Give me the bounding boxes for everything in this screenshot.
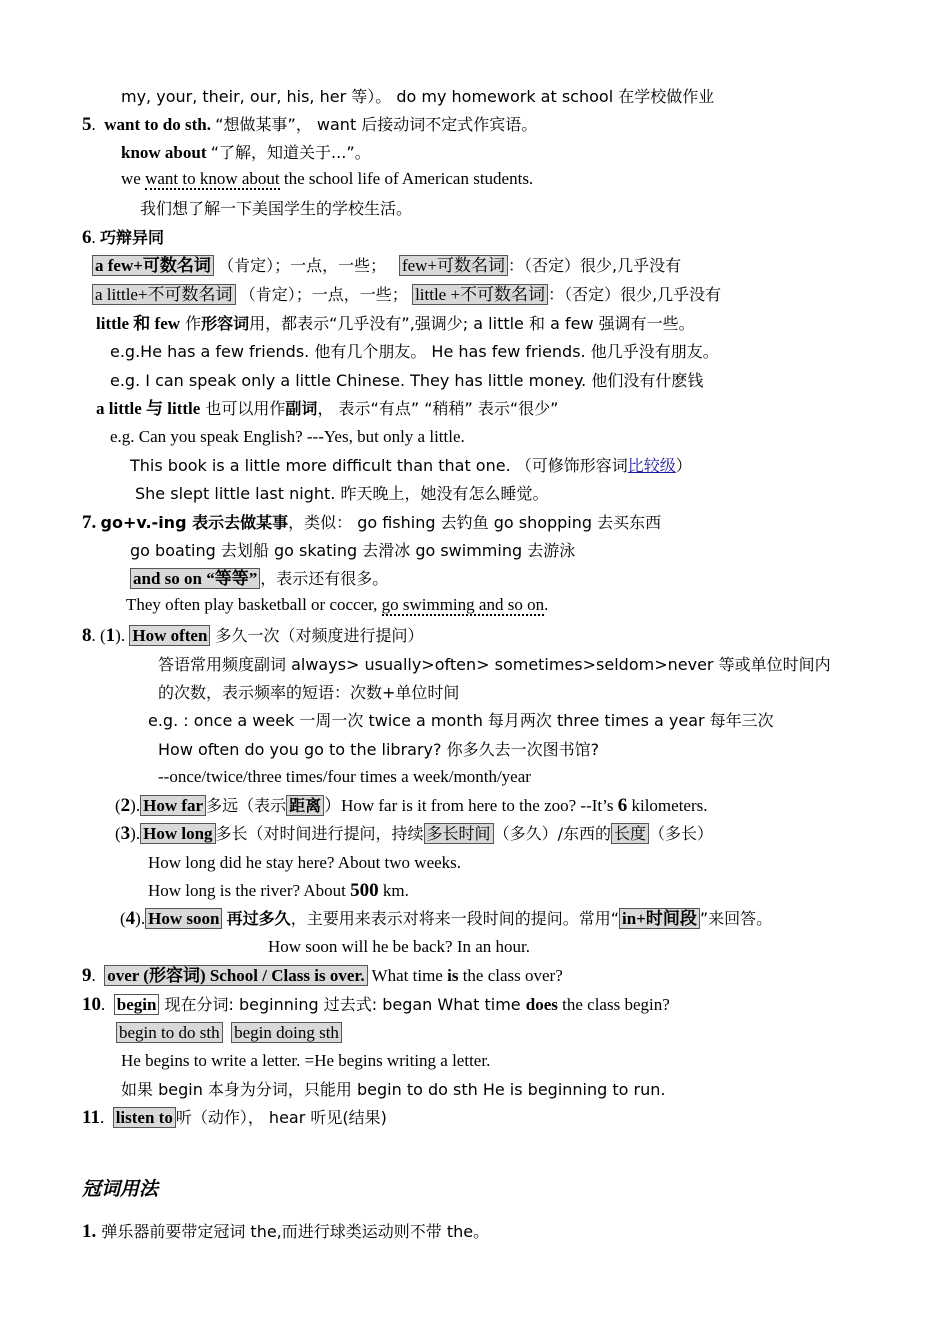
bold-phrase: 再过多久	[226, 909, 291, 928]
line-text: 用，都表示“几乎没有”,强调少; a little 和 a few 强调有一些。	[249, 314, 695, 333]
line-text: ， 表示“有点” “稍稍” 表示“很少”	[317, 399, 559, 418]
item-title: 巧辩异同	[100, 228, 165, 247]
line-text: ).	[115, 626, 130, 645]
boxed-term: listen to	[113, 1107, 176, 1128]
line-text: ”来回答。	[699, 909, 773, 928]
line-text: How long did he stay here? About two weeks.	[148, 853, 462, 872]
section-heading	[82, 1178, 158, 1201]
bold-phrase: 副词	[285, 399, 318, 418]
text-line	[96, 398, 558, 420]
item-5: 5. want to do sth. “想做某事”， want 后接动词不定式作宾语。	[82, 114, 538, 135]
line-text: e.g. Can you speak English? ---Yes, but only a little.	[110, 427, 465, 446]
item-title: want to do sth.	[104, 115, 211, 134]
boxed-term: little +不可数名词	[412, 284, 548, 305]
number: 6	[617, 795, 628, 816]
item-9: 9. over (形容词) School / Class is over. What time is the class over?	[82, 965, 563, 986]
line-text: He begins to write a letter. =He begins writing a letter.	[121, 1051, 491, 1070]
sub-number: 4	[125, 908, 136, 929]
line-text: .	[544, 595, 549, 614]
line-text: 作	[180, 314, 202, 333]
line-text: e.g. : once a week 一周一次 twice a month 每月两次 three times a year 每年三次	[148, 711, 774, 730]
line-text: She slept little last night. 昨天晚上，她没有怎么睡觉。	[135, 484, 549, 503]
text-line	[121, 1079, 665, 1101]
line-text: ，类似： go fishing 去钓鱼 go shopping 去买东西	[288, 513, 662, 532]
item-title: go+v.-ing 表示去做某事	[100, 513, 289, 532]
boxed-term: How far	[140, 795, 206, 816]
boxed-term: and so on “等等”	[130, 568, 260, 589]
line-text: What time	[367, 966, 448, 985]
item-number: 10	[82, 994, 101, 1015]
dotted-phrase: go swimming and so on	[381, 595, 545, 614]
text-line	[158, 682, 459, 704]
line-text: ：（否定）很少,几乎没有	[548, 285, 722, 304]
example-sentence	[126, 594, 548, 616]
line-text: （肯定）；一点，一些；	[239, 285, 408, 304]
example-sentence	[148, 880, 409, 902]
boxed-term: How long	[140, 823, 215, 844]
line-text: 多远（表示	[206, 796, 287, 815]
item-number: 11	[82, 1107, 100, 1128]
line-text: 听（动作）， hear 听见(结果)	[175, 1108, 387, 1127]
line-text: 如果 begin 本身为分词，只能用 begin to do sth He is beginning to run.	[121, 1080, 666, 1099]
boxed-term: in+时间段	[619, 908, 700, 929]
line-text: e.g.He has a few friends. 他有几个朋友。 He has few friends. 他几乎没有朋友。	[110, 342, 719, 361]
line-text: e.g. I can speak only a little Chinese. They has little money. 他们没有什麽钱	[110, 371, 704, 390]
item-number: 7.	[82, 512, 97, 533]
bold-phrase: 形容词	[201, 314, 250, 333]
line-text: my, your, their, our, his, her 等）。 do my homework at school 在学校做作业	[121, 87, 715, 106]
text-line	[130, 568, 388, 590]
line-text: How long is the river? About	[148, 881, 351, 900]
bold-word: does	[525, 995, 558, 1014]
line-text: （肯定）；一点，一些；	[218, 256, 387, 275]
line-text: 我们想了解一下美国学生的学校生活。	[140, 199, 413, 218]
boxed-term: How soon	[145, 908, 222, 929]
bold-phrase: know about	[121, 143, 207, 162]
line-text: How often do you go to the library? 你多久去一次图书馆?	[158, 740, 600, 759]
dotted-phrase: want to know about	[145, 169, 280, 188]
sub-item-4: (4). How soon 再过多久，主要用来表示对将来一段时间的提问。常用“ in+时间段 ”来回答。	[120, 908, 773, 929]
item-number: 8	[82, 625, 92, 646]
text-line	[158, 654, 831, 676]
boxed-term: 距离	[286, 795, 324, 816]
example-sentence	[130, 455, 692, 477]
boxed-term: a little+不可数名词	[92, 284, 236, 305]
translation	[140, 198, 412, 220]
item-number: 1.	[82, 1221, 97, 1242]
example-sentence	[148, 852, 461, 874]
line-text: kilometers.	[627, 796, 708, 815]
sub-number: 2	[120, 795, 131, 816]
heading-text: 冠词用法	[82, 1178, 159, 1200]
sub-item-3: (3). How long 多长（对时间进行提问，持续 多长时间 （多久）/东西的 长度 （多长）	[115, 823, 713, 844]
line-text: They often play basketball or coccer,	[126, 595, 382, 614]
sub-number: 3	[120, 823, 131, 844]
example-sentence	[148, 710, 774, 732]
boxed-term: 长度	[611, 823, 649, 844]
line-text: 的次数，表示频率的短语：次数+单位时间	[158, 683, 460, 702]
item-11: 11. listen to 听（动作）， hear 听见(结果)	[82, 1107, 387, 1128]
line-text: the class over?	[458, 966, 563, 985]
example-sentence	[135, 483, 548, 505]
text-line	[121, 86, 714, 108]
item-7	[82, 512, 661, 534]
line-text: （多久）/东西的	[493, 824, 611, 843]
boxed-term: few+可数名词	[399, 255, 508, 276]
text-line	[130, 540, 575, 562]
example-sentence	[110, 341, 719, 363]
line-text: go boating 去划船 go skating 去滑冰 go swimming 去游泳	[130, 541, 576, 560]
line-text: 现在分词: beginning 过去式: began What time	[159, 995, 526, 1014]
example-sentence	[121, 168, 533, 190]
boxed-term: a few+可数名词	[92, 255, 214, 276]
boxed-term: begin	[114, 994, 160, 1015]
line-text: 多久一次（对频度进行提问）	[210, 626, 424, 645]
item-1	[82, 1221, 489, 1243]
text-line	[92, 255, 681, 277]
boxed-term: begin to do sth	[116, 1022, 223, 1043]
item-number: 6	[82, 227, 92, 248]
item-8	[82, 625, 424, 647]
line-text: 弹乐器前要带定冠词 the,而进行球类运动则不带 the。	[96, 1222, 490, 1241]
line-text: km.	[378, 881, 409, 900]
boxed-term: How often	[129, 625, 210, 646]
line-text: we	[121, 169, 146, 188]
line-text: ）How far is it from here to the zoo? --It’s	[324, 796, 618, 815]
text-line	[96, 313, 695, 335]
line-text: . (	[91, 626, 106, 645]
line-text: This book is a little more difficult than that one. （可修饰形容词	[130, 456, 628, 475]
example-sentence	[110, 370, 703, 392]
boxed-term: begin doing sth	[231, 1022, 342, 1043]
line-text: “想做某事”， want 后接动词不定式作宾语。	[215, 115, 538, 134]
bold-word: is	[447, 966, 459, 985]
line-text: How soon will he be back? In an hour.	[268, 937, 531, 956]
example-sentence	[268, 936, 530, 958]
line-text: 多长（对时间进行提问，持续	[215, 824, 424, 843]
line-text: ）	[675, 456, 692, 475]
sub-item-2: (2). How far 多远（表示 距离 ）How far is it from here to the zoo? --It’s 6 kilometers.	[115, 795, 708, 816]
line-text: the class begin?	[557, 995, 670, 1014]
number: 500	[350, 880, 379, 901]
line-text: --once/twice/three times/four times a week/month/year	[158, 767, 531, 786]
text-line	[92, 284, 721, 306]
item-6: 6. 巧辩异同	[82, 227, 165, 248]
line-text: （多长）	[648, 824, 713, 843]
link-comparative[interactable]: 比较级	[627, 456, 676, 475]
line-text: ，主要用来表示对将来一段时间的提问。常用“	[290, 909, 619, 928]
bold-phrase: little 和 few	[96, 314, 181, 333]
boxed-term: 多长时间	[424, 823, 494, 844]
line-text: 也可以用作	[200, 399, 286, 418]
sub-number: 1	[105, 625, 116, 646]
example-sentence	[158, 766, 531, 788]
line-text: ：（否定）很少,几乎没有	[508, 256, 682, 275]
line-text: 答语常用频度副词 always> usually>often> sometimes>seldom>never 等或单位时间内	[158, 655, 831, 674]
text-line	[121, 142, 371, 164]
line-text: the school life of American students.	[279, 169, 534, 188]
text-line	[116, 1022, 342, 1044]
example-sentence	[121, 1050, 490, 1072]
item-number: 9	[82, 965, 92, 986]
example-sentence	[110, 426, 465, 448]
item-10: 10. begin 现在分词: beginning 过去式: began What time does the class begin?	[82, 994, 670, 1015]
boxed-term: over (形容词) School / Class is over.	[104, 965, 367, 986]
bold-phrase: a little 与 little	[96, 399, 201, 418]
line-text: ，表示还有很多。	[260, 569, 389, 588]
line-text: “了解，知道关于...”。	[210, 143, 371, 162]
example-sentence	[158, 739, 599, 761]
item-number: 5	[82, 114, 92, 135]
